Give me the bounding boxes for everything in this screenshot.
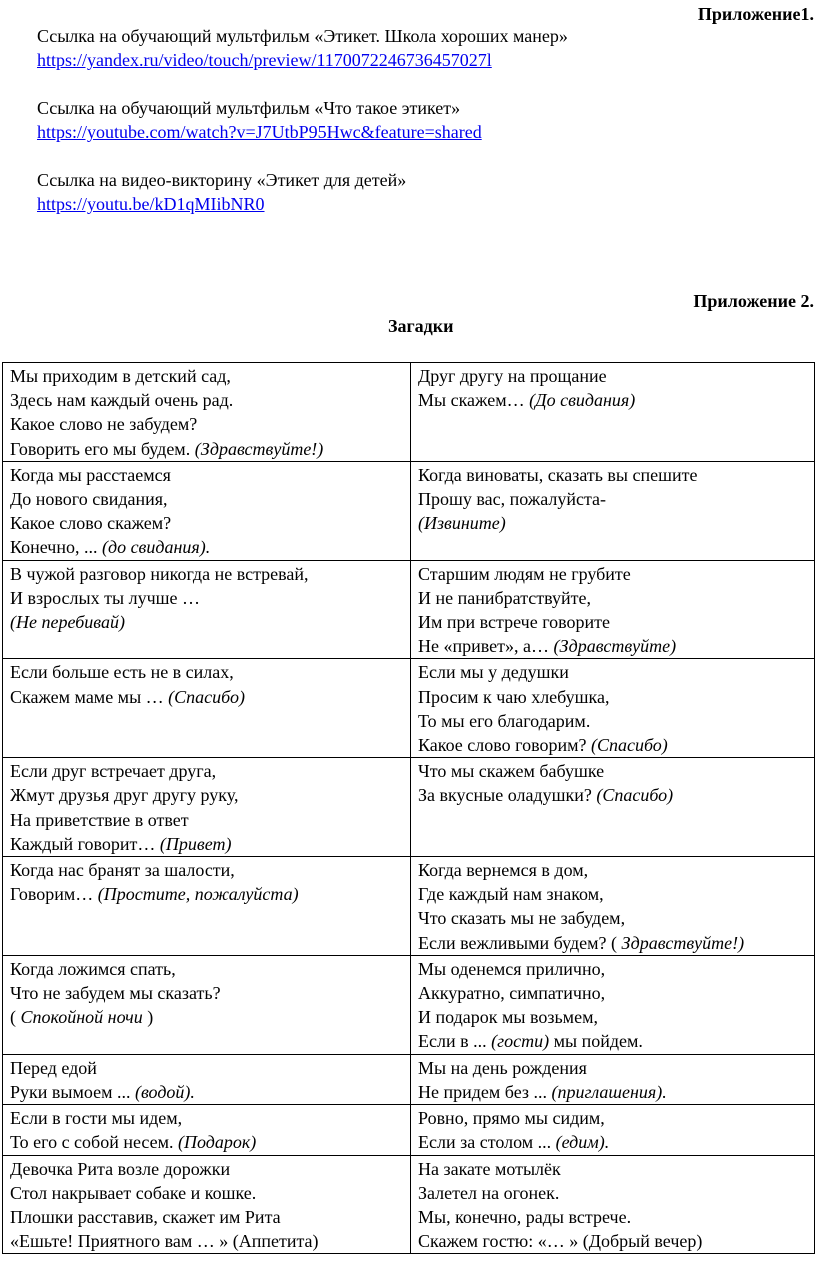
riddle-text: Если вежливыми будем? ( xyxy=(418,932,618,953)
riddle-cell-left xyxy=(3,955,411,1054)
riddle-text: Что сказать мы не забудем, xyxy=(418,908,626,929)
riddle-line xyxy=(10,981,404,1005)
riddle-text: На приветствие в ответ xyxy=(10,809,189,830)
table-row xyxy=(3,1054,815,1104)
riddle-text: Какое слово не забудем? xyxy=(10,414,198,435)
riddle-text: Когда мы расстаемся xyxy=(10,464,171,485)
riddle-answer: (Здравствуйте) xyxy=(553,636,677,657)
riddle-line xyxy=(10,487,404,511)
riddle-line xyxy=(10,412,404,436)
riddle-text: Мы, конечно, рады встрече. xyxy=(418,1206,632,1227)
riddle-text: Не придем без ... xyxy=(418,1081,548,1102)
riddle-line xyxy=(418,882,808,906)
riddle-answer: (До свидания) xyxy=(529,390,636,411)
riddle-text: Какое слово говорим? xyxy=(418,735,587,756)
riddle-answer: (гости) xyxy=(491,1031,550,1052)
riddle-text: Если за столом ... xyxy=(418,1132,552,1153)
riddle-line xyxy=(10,1056,404,1080)
link-block xyxy=(37,24,677,72)
riddle-cell-left xyxy=(3,1105,411,1155)
riddle-text: Когда виноваты, сказать вы спешите xyxy=(418,464,698,485)
riddles-table xyxy=(2,362,815,1254)
riddle-text: И не панибратствуйте, xyxy=(418,587,592,608)
riddle-answer: (до свидания). xyxy=(101,537,211,558)
riddle-text: То мы его благодарим. xyxy=(418,710,591,731)
link-block xyxy=(37,168,677,216)
riddle-answer: Спокойной ночи xyxy=(20,1007,143,1028)
riddle-answer: (Не перебивай) xyxy=(10,612,125,633)
riddle-cell-right xyxy=(411,857,815,956)
riddle-line xyxy=(418,364,808,388)
riddle-answer: (Простите, пожалуйста) xyxy=(97,884,299,905)
riddle-line xyxy=(418,1029,808,1053)
riddle-line xyxy=(10,685,404,709)
riddle-text: Мы скажем… xyxy=(418,390,525,411)
riddle-line xyxy=(10,1205,404,1229)
riddle-cell-right xyxy=(411,758,815,857)
riddle-cell-left xyxy=(3,1054,411,1104)
riddle-answer: (Извините) xyxy=(418,513,506,534)
riddle-line xyxy=(418,759,808,783)
appendix-2-label: Приложение 2. xyxy=(693,291,814,311)
riddle-text: ( xyxy=(10,1007,16,1028)
riddle-line xyxy=(418,634,808,658)
riddle-cell-left xyxy=(3,659,411,758)
riddle-cell-left xyxy=(3,857,411,956)
riddle-cell-right xyxy=(411,560,815,659)
riddle-line xyxy=(418,1056,808,1080)
riddle-text: Здесь нам каждый очень рад. xyxy=(10,390,234,411)
riddle-text: Если мы у дедушки xyxy=(418,662,569,683)
riddle-line xyxy=(10,1229,404,1253)
riddle-text: Им при встрече говорите xyxy=(418,612,611,633)
riddle-text: Просим к чаю хлебушка, xyxy=(418,686,610,707)
riddle-cell-left xyxy=(3,1155,411,1254)
link-url[interactable]: https://yandex.ru/video/touch/preview/1170072246736457027l xyxy=(37,50,492,70)
riddle-line xyxy=(418,610,808,634)
riddle-line xyxy=(10,858,404,882)
riddle-line xyxy=(418,1229,808,1253)
riddle-line xyxy=(418,709,808,733)
riddle-line xyxy=(10,832,404,856)
table-row xyxy=(3,758,815,857)
riddle-text: Конечно, ... xyxy=(10,537,98,558)
riddle-cell-left xyxy=(3,363,411,462)
riddle-line xyxy=(10,808,404,832)
riddle-line xyxy=(418,1205,808,1229)
riddle-cell-left xyxy=(3,560,411,659)
riddle-text: Мы приходим в детский сад, xyxy=(10,366,231,386)
riddle-line xyxy=(10,660,404,684)
riddle-text: Девочка Рита возле дорожки xyxy=(10,1158,231,1179)
riddle-cell-right xyxy=(411,1054,815,1104)
table-row xyxy=(3,363,815,462)
riddle-tail: мы пойдем. xyxy=(553,1031,643,1052)
link-title: Ссылка на обучающий мультфильм «Что такое этикет» xyxy=(37,98,461,118)
riddle-text: Если друг встречает друга, xyxy=(10,761,217,782)
riddle-line xyxy=(10,957,404,981)
table-row xyxy=(3,857,815,956)
riddle-cell-right xyxy=(411,461,815,560)
riddle-line xyxy=(10,437,404,461)
riddle-text: Говорим… xyxy=(10,884,94,905)
riddle-line xyxy=(418,1181,808,1205)
riddle-text: На закате мотылёк xyxy=(418,1158,561,1179)
riddle-line xyxy=(10,783,404,807)
riddle-line xyxy=(10,1130,404,1154)
riddle-answer: (водой). xyxy=(134,1081,195,1102)
riddle-cell-right xyxy=(411,363,815,462)
riddle-line xyxy=(10,562,404,586)
riddle-text: Ровно, прямо мы сидим, xyxy=(418,1108,605,1129)
link-title: Ссылка на обучающий мультфильм «Этикет. Школа хороших манер» xyxy=(37,26,568,46)
riddle-text: Если больше есть не в силах, xyxy=(10,662,234,683)
table-row xyxy=(3,461,815,560)
riddle-line xyxy=(418,858,808,882)
riddle-line xyxy=(418,1157,808,1181)
riddle-line xyxy=(418,733,808,757)
riddle-line xyxy=(10,1157,404,1181)
riddle-text: Залетел на огонек. xyxy=(418,1182,560,1203)
riddle-text: Какое слово скажем? xyxy=(10,513,172,534)
riddle-line xyxy=(418,463,808,487)
riddle-text: Не «привет», а… xyxy=(418,636,549,657)
riddle-text: Аккуратно, симпатично, xyxy=(418,983,606,1004)
riddle-line xyxy=(10,1005,404,1029)
riddles-title: Загадки xyxy=(388,316,454,336)
riddle-text: За вкусные оладушки? xyxy=(418,785,592,806)
riddle-line xyxy=(10,388,404,412)
riddle-line xyxy=(418,957,808,981)
riddle-text: «Ешьте! Приятного вам … » (Аппетита) xyxy=(10,1231,319,1252)
riddle-line xyxy=(10,511,404,535)
riddle-line xyxy=(10,1181,404,1205)
riddle-line xyxy=(418,931,808,955)
riddle-text: Скажем гостю: «… » (Добрый вечер) xyxy=(418,1231,703,1252)
riddle-cell-right xyxy=(411,1105,815,1155)
link-block xyxy=(37,96,677,144)
riddle-answer: (Спасибо) xyxy=(596,785,674,806)
riddle-text: И взрослых ты лучше … xyxy=(10,587,200,608)
table-row xyxy=(3,955,815,1054)
riddle-line xyxy=(10,759,404,783)
riddle-line xyxy=(10,882,404,906)
table-row xyxy=(3,1105,815,1155)
riddle-tail: ) xyxy=(147,1007,154,1028)
riddle-line xyxy=(10,463,404,487)
riddle-line xyxy=(418,685,808,709)
riddle-cell-left xyxy=(3,758,411,857)
riddle-line xyxy=(10,535,404,559)
riddle-line xyxy=(418,388,808,412)
riddle-line xyxy=(418,783,808,807)
table-row xyxy=(3,560,815,659)
riddle-line xyxy=(10,364,404,388)
riddle-text: До нового свидания, xyxy=(10,489,168,510)
riddle-text: И подарок мы возьмем, xyxy=(418,1007,598,1028)
riddle-text: Мы на день рождения xyxy=(418,1057,587,1078)
riddle-text: То его с собой несем. xyxy=(10,1132,174,1153)
riddle-text: Каждый говорит… xyxy=(10,833,156,854)
riddle-cell-right xyxy=(411,1155,815,1254)
riddle-line xyxy=(418,906,808,930)
appendix-1-label: Приложение1. xyxy=(697,4,814,24)
riddle-text: Плошки расставив, скажет им Рита xyxy=(10,1206,281,1227)
riddle-line xyxy=(418,981,808,1005)
riddle-cell-right xyxy=(411,659,815,758)
riddle-line xyxy=(418,1106,808,1130)
table-row xyxy=(3,659,815,758)
riddle-text: Что мы скажем бабушке xyxy=(418,761,605,782)
link-title: Ссылка на видео-викторину «Этикет для детей» xyxy=(37,170,407,190)
riddle-cell-right xyxy=(411,955,815,1054)
riddle-text: Друг другу на прощание xyxy=(418,366,607,386)
riddle-line xyxy=(418,660,808,684)
riddle-text: Старшим людям не грубите xyxy=(418,563,631,584)
riddle-answer: Здравствуйте!) xyxy=(621,932,745,953)
riddle-text: Говорить его мы будем. xyxy=(10,438,191,459)
riddle-line xyxy=(418,562,808,586)
riddle-line xyxy=(10,1080,404,1104)
riddle-text: Скажем маме мы … xyxy=(10,686,164,707)
riddle-text: Стол накрывает собаке и кошке. xyxy=(10,1182,257,1203)
riddle-answer: (приглашения). xyxy=(551,1081,667,1102)
table-row xyxy=(3,1155,815,1254)
riddle-text: Прошу вас, пожалуйста- xyxy=(418,489,607,510)
links-section xyxy=(37,24,677,240)
riddle-text: В чужой разговор никогда не встревай, xyxy=(10,563,309,584)
link-url[interactable]: https://youtube.com/watch?v=J7UtbP95Hwc&feature=shared xyxy=(37,122,482,142)
riddle-text: Где каждый нам знаком, xyxy=(418,884,604,905)
riddle-text: Мы оденемся прилично, xyxy=(418,958,606,979)
riddle-answer: (Спасибо) xyxy=(590,735,668,756)
riddle-line xyxy=(418,1130,808,1154)
riddle-line xyxy=(418,1005,808,1029)
riddle-text: Если в ... xyxy=(418,1031,487,1052)
riddle-line xyxy=(418,1080,808,1104)
riddle-text: Что не забудем мы сказать? xyxy=(10,983,221,1004)
link-url[interactable]: https://youtu.be/kD1qMIibNR0 xyxy=(37,194,265,214)
riddle-answer: (едим). xyxy=(555,1132,610,1153)
riddle-text: Когда ложимся спать, xyxy=(10,958,176,979)
riddle-cell-left xyxy=(3,461,411,560)
riddle-text: Если в гости мы идем, xyxy=(10,1108,183,1129)
riddle-line xyxy=(10,1106,404,1130)
riddle-line xyxy=(10,586,404,610)
riddle-text: Перед едой xyxy=(10,1057,97,1078)
riddle-answer: (Здравствуйте!) xyxy=(194,438,324,459)
riddle-answer: (Спасибо) xyxy=(168,686,245,707)
riddle-text: Жмут друзья друг другу руку, xyxy=(10,785,239,806)
riddle-text: Руки вымоем ... xyxy=(10,1081,131,1102)
riddle-text: Когда нас бранят за шалости, xyxy=(10,860,235,881)
riddle-text: Когда вернемся в дом, xyxy=(418,860,589,881)
riddle-answer: (Подарок) xyxy=(178,1132,257,1153)
riddle-line xyxy=(418,586,808,610)
riddle-answer: (Привет) xyxy=(159,833,232,854)
riddle-line xyxy=(418,487,808,511)
